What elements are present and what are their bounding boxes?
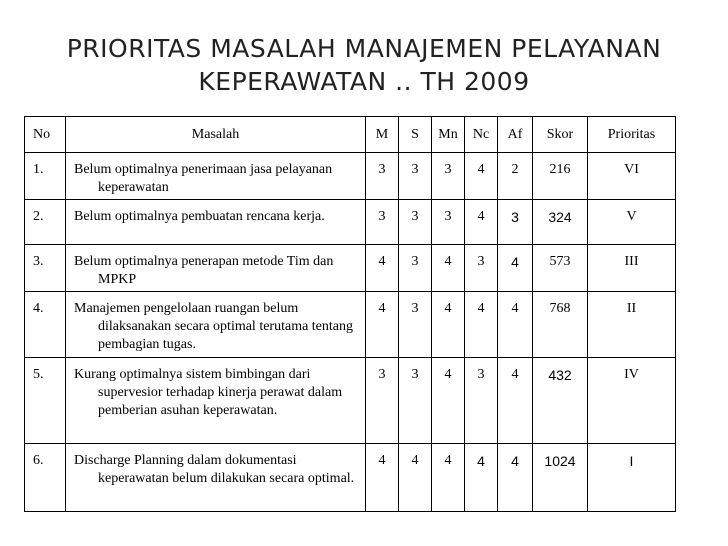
cell-nc: 3 — [465, 358, 498, 444]
cell-prioritas: VI — [588, 153, 676, 200]
cell-af: 4 — [498, 358, 533, 444]
table-row — [25, 292, 676, 358]
header-nc: Nc — [465, 117, 498, 153]
header-masalah: Masalah — [66, 117, 366, 153]
table-row — [25, 245, 676, 292]
page-title — [0, 32, 728, 98]
cell-skor: 432 — [533, 358, 588, 444]
header-no: No — [25, 117, 66, 153]
cell-masalah — [66, 245, 366, 292]
masalah-text: Belum optimalnya penerimaan jasa pelayanan keperawatan — [74, 162, 333, 195]
cell-masalah — [66, 358, 366, 444]
priority-table — [24, 116, 676, 512]
table-row — [25, 444, 676, 512]
cell-mn: 4 — [432, 358, 465, 444]
header-prioritas: Prioritas — [588, 117, 676, 153]
cell-skor: 216 — [533, 153, 588, 200]
cell-m: 3 — [366, 153, 399, 200]
cell-af: 2 — [498, 153, 533, 200]
header-skor: Skor — [533, 117, 588, 153]
cell-af: 4 — [498, 245, 533, 292]
cell-prioritas: V — [588, 200, 676, 245]
cell-m: 3 — [366, 200, 399, 245]
masalah-text: Belum optimalnya penerapan metode Tim dan MPKP — [74, 254, 334, 287]
cell-af: 4 — [498, 444, 533, 512]
header-mn: Mn — [432, 117, 465, 153]
cell-masalah — [66, 292, 366, 358]
cell-af: 4 — [498, 292, 533, 358]
cell-s: 4 — [399, 444, 432, 512]
cell-s: 3 — [399, 153, 432, 200]
cell-nc: 4 — [465, 153, 498, 200]
cell-prioritas: II — [588, 292, 676, 358]
cell-m: 4 — [366, 444, 399, 512]
table-row — [25, 200, 676, 245]
cell-nc: 4 — [465, 444, 498, 512]
cell-s: 3 — [399, 358, 432, 444]
cell-skor: 1024 — [533, 444, 588, 512]
cell-no: 1. — [25, 153, 66, 200]
cell-mn: 4 — [432, 292, 465, 358]
cell-mn: 3 — [432, 153, 465, 200]
header-s: S — [399, 117, 432, 153]
cell-prioritas: IV — [588, 358, 676, 444]
masalah-text: Kurang optimalnya sistem bimbingan dari supervesior terhadap kinerja perawat dalam pemberian asuhan keperawatan. — [74, 367, 343, 418]
masalah-text: Belum optimalnya pembuatan rencana kerja. — [74, 209, 325, 224]
table-header-row — [25, 117, 676, 153]
cell-prioritas: III — [588, 245, 676, 292]
cell-m: 4 — [366, 292, 399, 358]
cell-s: 3 — [399, 200, 432, 245]
title-line-1: PRIORITAS MASALAH MANAJEMEN PELAYANAN — [66, 34, 662, 63]
masalah-text: Manajemen pengelolaan ruangan belum dilaksanakan secara optimal terutama tentang pembagian tugas. — [74, 301, 354, 352]
cell-skor: 324 — [533, 200, 588, 245]
cell-skor: 573 — [533, 245, 588, 292]
cell-mn: 4 — [432, 444, 465, 512]
cell-s: 3 — [399, 245, 432, 292]
cell-masalah — [66, 200, 366, 245]
header-af: Af — [498, 117, 533, 153]
cell-no: 6. — [25, 444, 66, 512]
cell-no: 2. — [25, 200, 66, 245]
cell-af: 3 — [498, 200, 533, 245]
cell-no: 4. — [25, 292, 66, 358]
cell-nc: 3 — [465, 245, 498, 292]
cell-nc: 4 — [465, 292, 498, 358]
header-m: M — [366, 117, 399, 153]
cell-prioritas: I — [588, 444, 676, 512]
cell-nc: 4 — [465, 200, 498, 245]
cell-mn: 3 — [432, 200, 465, 245]
table-row — [25, 358, 676, 444]
cell-masalah — [66, 444, 366, 512]
cell-m: 4 — [366, 245, 399, 292]
cell-no: 5. — [25, 358, 66, 444]
masalah-text: Discharge Planning dalam dokumentasi keperawatan belum dilakukan secara optimal. — [74, 453, 355, 486]
cell-masalah — [66, 153, 366, 200]
cell-mn: 4 — [432, 245, 465, 292]
cell-s: 3 — [399, 292, 432, 358]
title-line-2: KEPERAWATAN .. TH 2009 — [198, 67, 530, 96]
cell-skor: 768 — [533, 292, 588, 358]
cell-no: 3. — [25, 245, 66, 292]
cell-m: 3 — [366, 358, 399, 444]
table-row — [25, 153, 676, 200]
